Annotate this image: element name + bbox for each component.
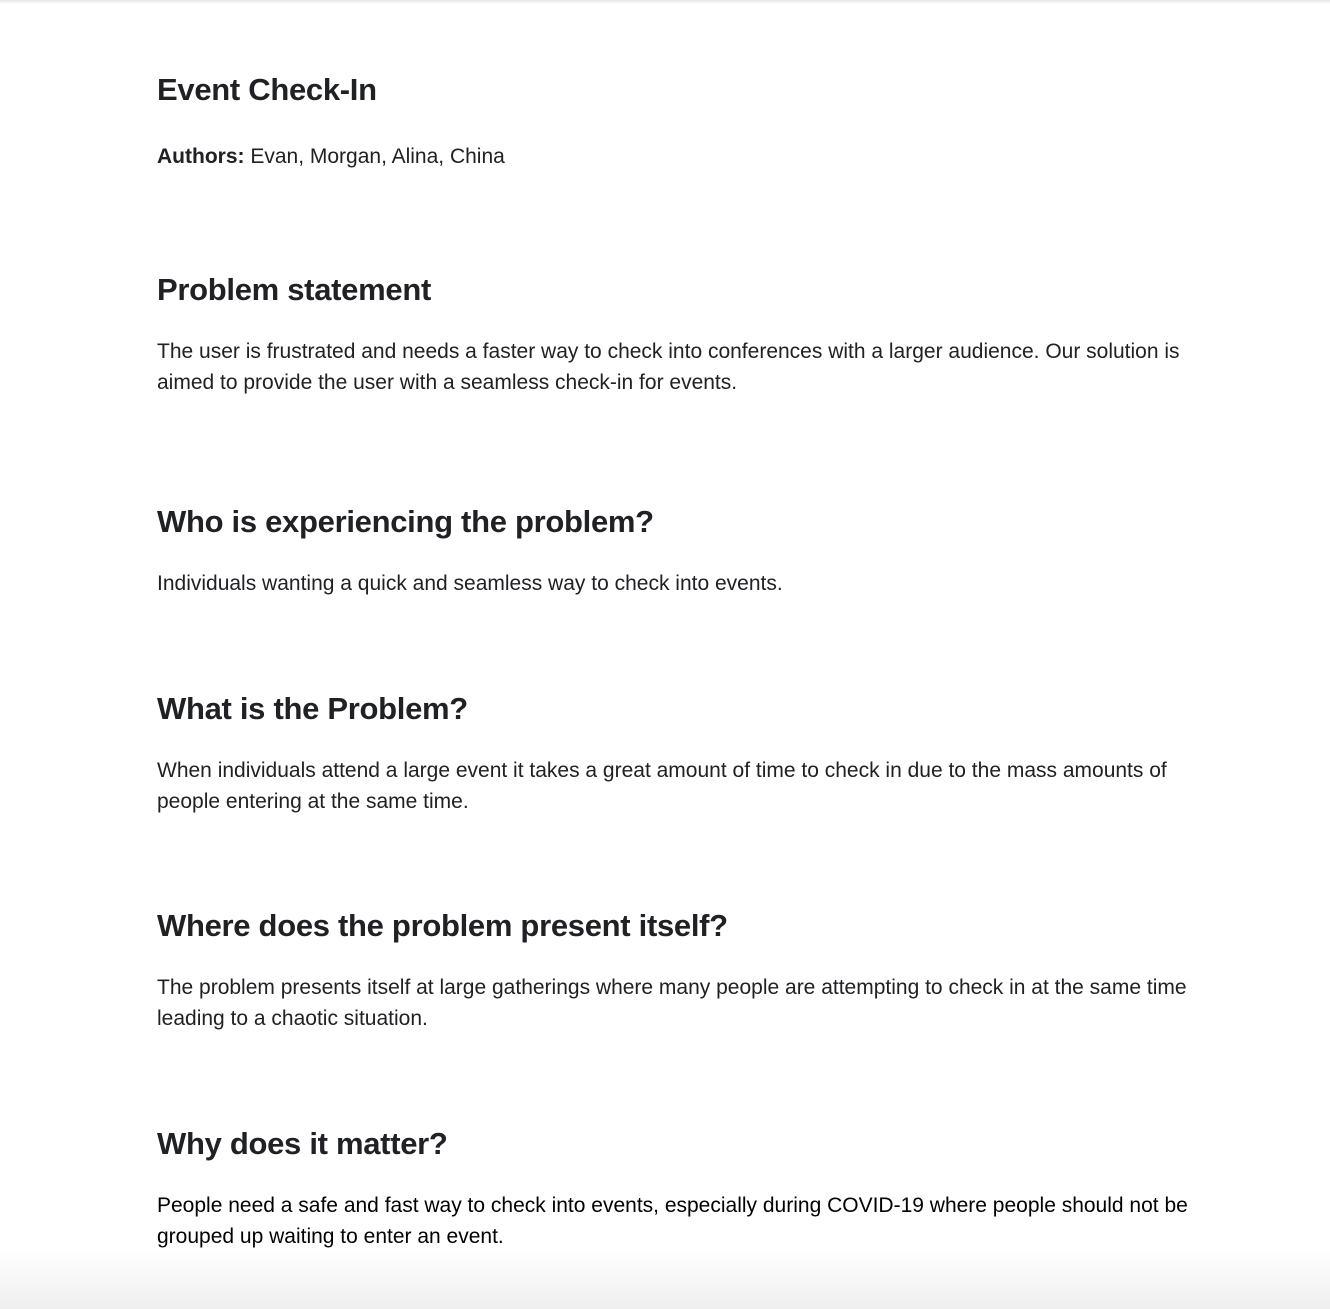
section-why-does-it-matter [157,1124,1217,1252]
section-heading: Where does the problem present itself? [157,908,728,943]
section-problem-statement [157,270,1217,398]
bottom-edge-shadow [0,1249,1330,1309]
section-heading: Problem statement [157,272,431,307]
top-edge-shadow [0,0,1330,4]
section-what-is-the-problem [157,689,1217,817]
section-body: People need a safe and fast way to check into events, especially during COVID-19 where people should not be grouped up waiting to enter an event. [157,1194,1188,1248]
section-where-does-problem-present [157,906,1217,1034]
section-body: The problem presents itself at large gatherings where many people are attempting to check in at the same time leading to a chaotic situation. [157,976,1187,1030]
authors-line [157,142,505,172]
section-body: When individuals attend a large event it takes a great amount of time to check in due to the mass amounts of people entering at the same time. [157,759,1167,813]
section-heading: What is the Problem? [157,691,468,726]
authors-names: Evan, Morgan, Alina, China [250,145,505,168]
authors-label: Authors: [157,145,245,168]
section-who-is-experiencing [157,502,1217,599]
section-heading: Who is experiencing the problem? [157,504,654,539]
section-heading: Why does it matter? [157,1126,448,1161]
section-body: The user is frustrated and needs a faster way to check into conferences with a larger audience. Our solution is aimed to provide the user with a seamless check-in for events. [157,340,1180,394]
document-title: Event Check-In [157,72,377,107]
section-body: Individuals wanting a quick and seamless way to check into events. [157,572,783,595]
